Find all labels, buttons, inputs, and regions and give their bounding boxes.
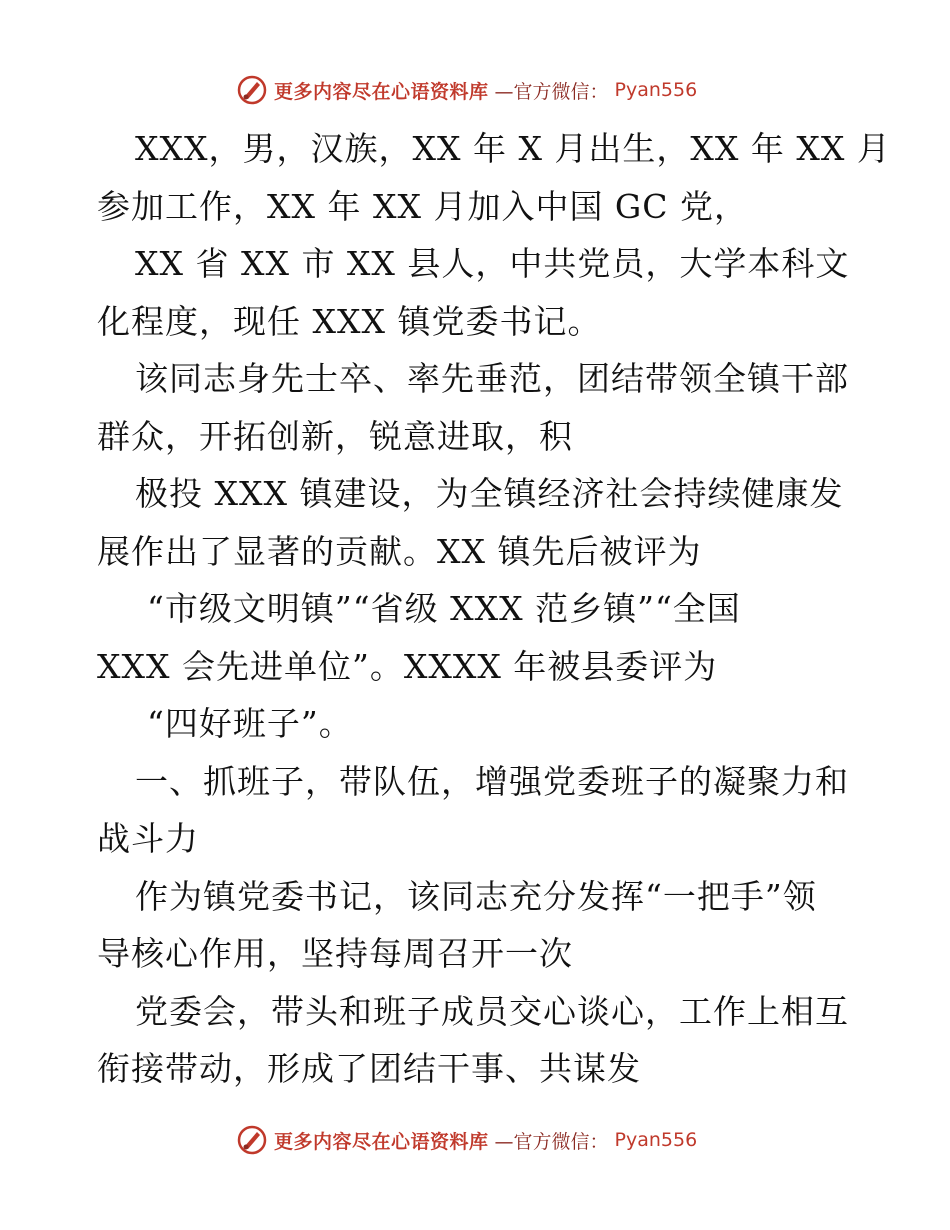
paragraph-line: 衔接带动，形成了团结干事、共谋发 bbox=[97, 1049, 641, 1088]
paragraph-line: XX 省 XX 市 XX 县人，中共党员，大学本科文 bbox=[135, 244, 850, 283]
section-heading-line: 战斗力 bbox=[97, 819, 199, 858]
section-heading-line: 一、抓班子，带队伍，增强党委班子的凝聚力和 bbox=[135, 761, 849, 801]
document-body bbox=[97, 120, 891, 1098]
watermark-wechat-id: Pyan556 bbox=[614, 1129, 698, 1151]
paragraph-line: XXX，男，汉族，XX 年 X 月出生，XX 年 XX 月 bbox=[135, 129, 891, 168]
brush-logo-icon bbox=[236, 74, 268, 106]
watermark-separator-text: —官方微信： bbox=[494, 1130, 609, 1153]
watermark-main-text: 更多内容尽在心语资料库 bbox=[274, 1130, 489, 1153]
watermark-wechat-id: Pyan556 bbox=[614, 79, 698, 101]
paragraph-line: “市级文明镇”“省级 XXX 范乡镇”“全国 bbox=[147, 589, 741, 628]
paragraph-line: “四好班子”。 bbox=[147, 704, 353, 743]
brush-logo-icon bbox=[236, 1124, 268, 1156]
paragraph-line: 展作出了显著的贡献。XX 镇先后被评为 bbox=[97, 531, 702, 571]
paragraph-line: 导核心作用，坚持每周召开一次 bbox=[97, 934, 573, 973]
paragraph-line: 该同志身先士卒、率先垂范，团结带领全镇干部 bbox=[135, 359, 849, 398]
watermark-footer bbox=[236, 1123, 697, 1157]
paragraph-line: 党委会，带头和班子成员交心谈心，工作上相互 bbox=[135, 991, 849, 1031]
watermark-separator-text: —官方微信： bbox=[494, 80, 609, 103]
paragraph-line: 作为镇党委书记，该同志充分发挥“一把手”领 bbox=[135, 876, 817, 916]
paragraph-line: 极投 XXX 镇建设，为全镇经济社会持续健康发 bbox=[135, 474, 844, 513]
paragraph-line: 化程度，现任 XXX 镇党委书记。 bbox=[97, 301, 602, 341]
paragraph-line: 群众，开拓创新，锐意进取，积 bbox=[97, 416, 573, 456]
paragraph-line: XXX 会先进单位”。XXXX 年被县委评为 bbox=[97, 646, 718, 686]
watermark-main-text: 更多内容尽在心语资料库 bbox=[274, 80, 489, 103]
paragraph-line: 参加工作，XX 年 XX 月加入中国 GC 党， bbox=[97, 186, 749, 226]
watermark-header bbox=[236, 73, 697, 107]
